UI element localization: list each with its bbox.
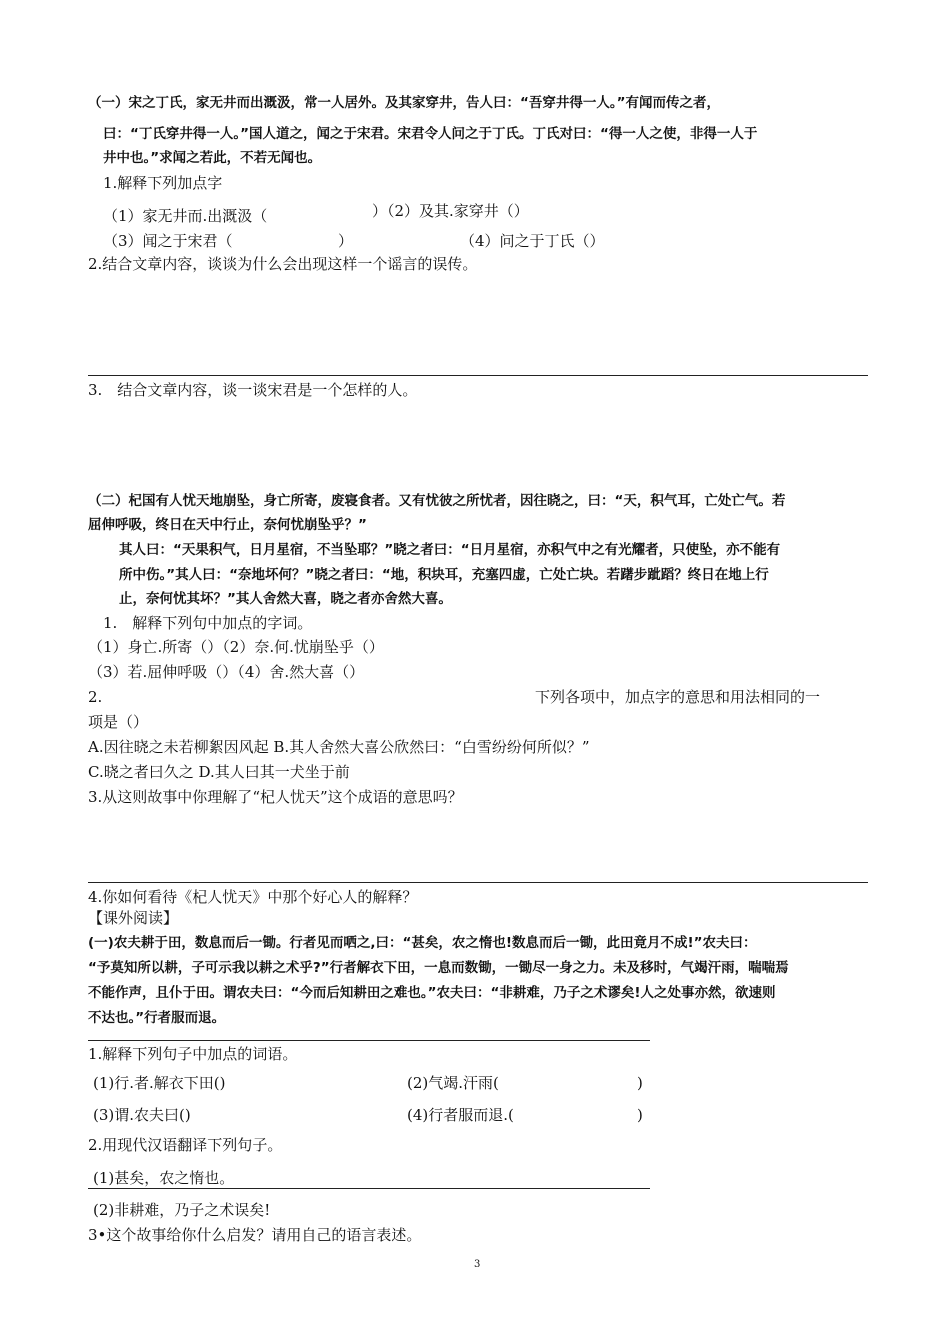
divider — [88, 882, 868, 883]
s2-question4: 4.你如何看待《杞人忧天》中那个好心人的解释？ — [88, 888, 418, 906]
passage2-line5: 止，奈何忧其坏？”其人舍然大喜，晓之者亦舍然大喜。 — [119, 591, 452, 607]
s1-question1: 1.解释下列加点字 — [103, 174, 223, 192]
s1-question3: 3. 结合文章内容，谈一谈宋君是一个怎样的人。 — [88, 381, 418, 399]
passage2-line2: 屈伸呼吸，终日在天中行止，奈何忧崩坠乎？” — [88, 517, 367, 533]
s3-q1-item4: (4)行者服而退.( — [407, 1106, 514, 1124]
passage2-line4: 所中伤。”其人曰：“奈地坏何？”晓之者曰：“地，积块耳，充塞四虚，亡处亡块。若躇步跐蹈？终日在地上行 — [119, 567, 769, 583]
s1-q1-item3-close: ） — [338, 232, 354, 250]
passage2-line3: 其人曰：“天果积气，日月星宿，不当坠耶？”晓之者曰：“日月星宿，亦积气中之有光耀者，只使坠，亦不能有 — [119, 542, 781, 558]
s2-option-cd: C.晓之者曰久之 D.其人曰其一犬坐于前 — [88, 763, 350, 781]
s3-q2-item1: (1)甚矣，农之惰也。 — [93, 1169, 235, 1187]
extra-reading-heading: 【课外阅读】 — [88, 909, 179, 927]
passage1-line1: （一）宋之丁氏，家无井而出溉汲，常一人居外。及其家穿井，告人曰：“吾穿井得一人。”有闻而传之者， — [88, 95, 720, 111]
s1-q1-item4: （4）问之于丁氏（） — [460, 232, 605, 250]
divider — [88, 375, 868, 376]
s3-q1-item4-close: ) — [637, 1106, 643, 1124]
s3-question3: 3•这个故事给你什么启发？请用自己的语言表述。 — [88, 1226, 422, 1244]
s1-q1-item2: ）（2）及其.家穿井（） — [372, 202, 529, 220]
page-number: 3 — [474, 1259, 481, 1270]
s3-question2: 2.用现代汉语翻译下列句子。 — [88, 1136, 283, 1154]
s2-q1-items-b: （3）若.屈伸呼吸（）（4）舍.然大喜（） — [88, 663, 365, 681]
passage1-line2: 曰：“丁氏穿井得一人。”国人道之，闻之于宋君。宋君令人问之于丁氏。丁氏对曰：“得一人之使，非得一人于 — [103, 126, 758, 142]
s1-question2: 2.结合文章内容，谈谈为什么会出现这样一个谣言的误传。 — [88, 255, 478, 273]
passage3-line3: 不能作声，且仆于田。谓农夫曰：“今而后知耕田之难也。”农夫曰：“非耕难，乃子之术谬矣!人之处事亦然，欲速则 — [88, 985, 776, 1001]
s1-q1-item1: （1）家无井而.出溉汲（ — [103, 207, 268, 225]
passage2-line1: （二）杞国有人忧天地崩坠，身亡所寄，废寝食者。又有忧彼之所忧者，因往晓之，曰：“天，积气耳，亡处亡气。若 — [88, 493, 786, 509]
s3-q2-item2: (2)非耕难，乃子之术误矣! — [93, 1201, 271, 1219]
s2-question2: 下列各项中，加点字的意思和用法相同的一 — [535, 688, 821, 706]
s3-question1: 1.解释下列句子中加点的词语。 — [88, 1045, 298, 1063]
passage3-line4: 不达也。”行者服而退。 — [88, 1010, 226, 1026]
passage3-line2: “予莫知所以耕，子可示我以耕之术乎?”行者解衣下田，一息而数锄，一锄尽一身之力。未及移时，气竭汗雨，喘喘焉 — [88, 960, 789, 976]
s3-q1-item2: (2)气竭.汗雨( — [407, 1074, 499, 1092]
s3-q1-item1: (1)行.者.解衣下田() — [93, 1074, 226, 1092]
passage3-line1: (一)农夫耕于田，数息而后一锄。行者见而哂之,曰：“甚矣，农之惰也!数息而后一锄，此田竟月不成!”农夫曰： — [88, 935, 757, 951]
s2-question2-cont: 项是（） — [88, 713, 149, 731]
s3-q1-item3: (3)谓.农夫曰() — [93, 1106, 191, 1124]
s2-q1-items-a: （1）身亡.所寄（）（2）奈.何.忧崩坠乎（） — [88, 638, 384, 656]
s2-question1: 1. 解释下列句中加点的字词。 — [103, 614, 313, 632]
s1-q1-item3: （3）闻之于宋君（ — [103, 232, 233, 250]
s3-q1-item2-close: ) — [637, 1074, 643, 1092]
passage1-line3: 井中也。”求闻之若此，不若无闻也。 — [103, 150, 322, 166]
divider — [88, 1188, 650, 1189]
s2-question2-number: 2. — [88, 688, 103, 706]
s2-question3: 3.从这则故事中你理解了“杞人忧天”这个成语的意思吗？ — [88, 788, 463, 806]
s2-option-ab: A.因往晓之未若柳絮因风起 B.其人舍然大喜公欣然曰：“白雪纷纷何所似？” — [88, 738, 590, 756]
divider — [88, 1040, 650, 1041]
